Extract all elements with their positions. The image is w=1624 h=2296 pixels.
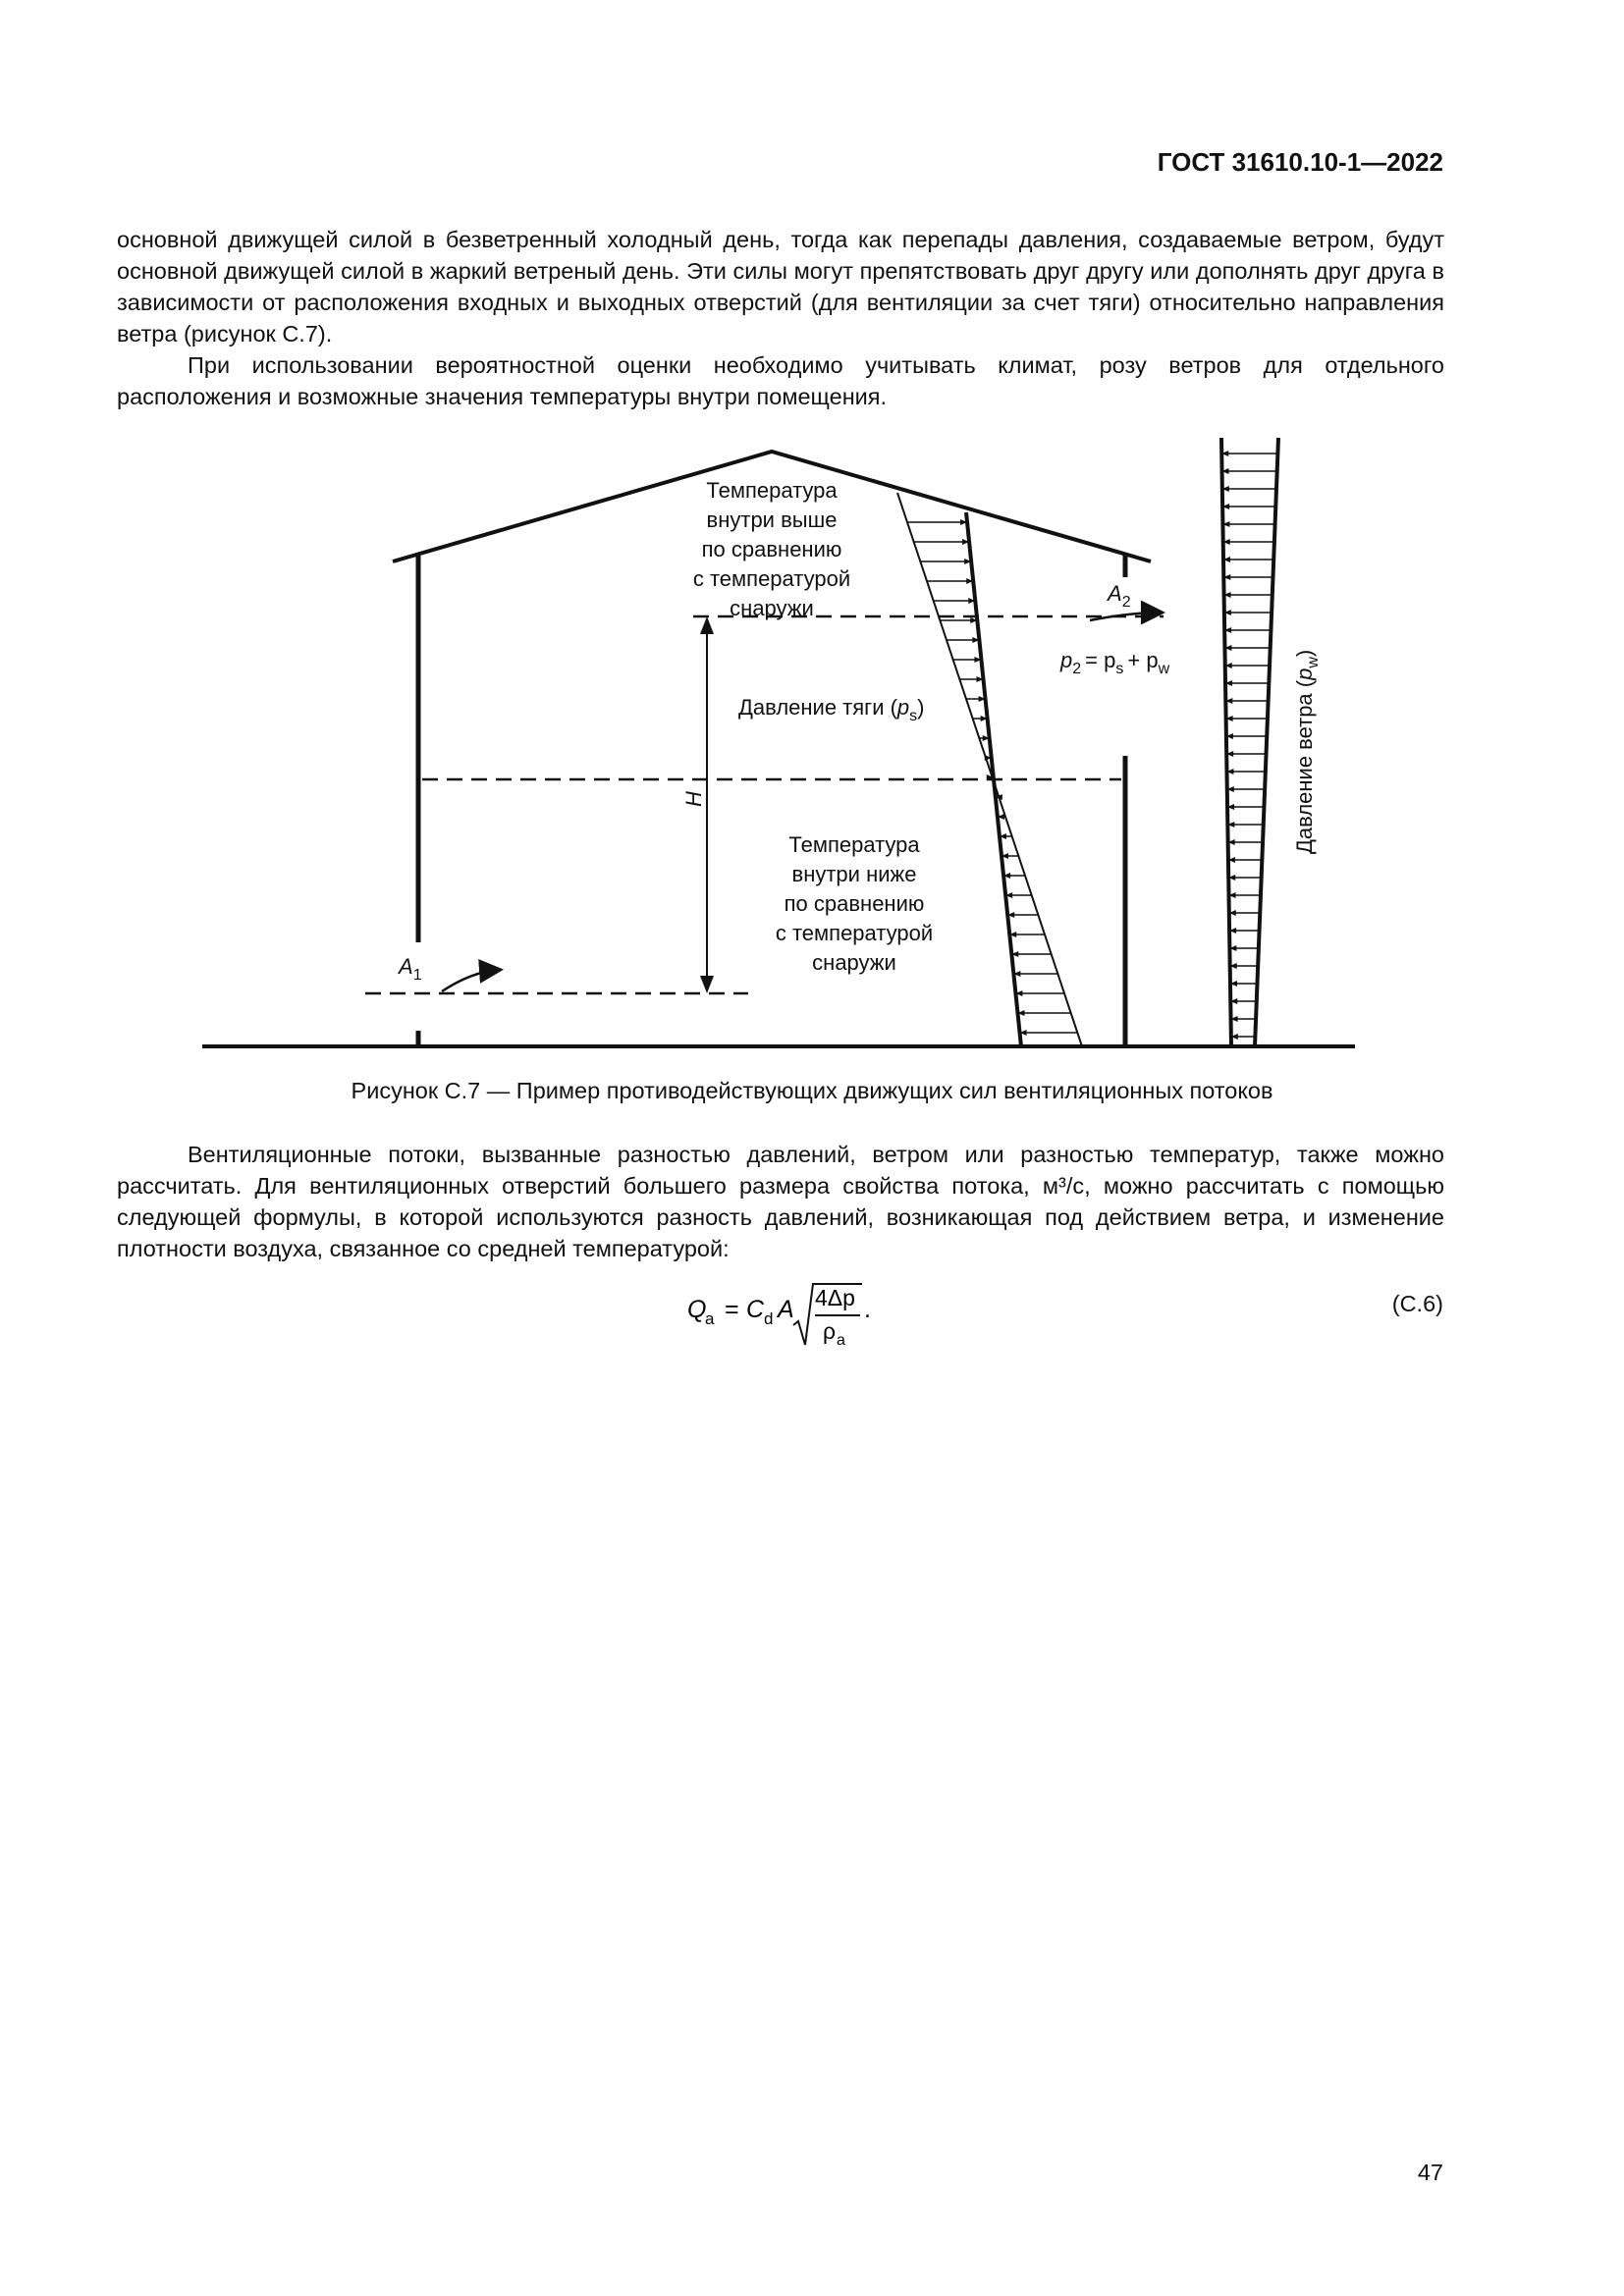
figure-c7 (0, 0, 1624, 1080)
p2-equation-label: $p_2 = p_s + p_w$ (1060, 648, 1170, 677)
svg-text:A: A (778, 1296, 794, 1323)
height-label: H (681, 791, 706, 807)
formula-c6 (687, 1276, 943, 1362)
svg-text:Температура: Температура (706, 478, 838, 503)
paragraph-2: При использовании вероятностной оценки необходимо учитывать климат, розу ветров для отдельного расположения и возможные значения температуры внутри помещения. (117, 352, 1444, 409)
paragraph-1: основной движущей силой в безветренный холодный день, тогда как перепады давления, создаваемые ветром, будут основной движущей силой в жаркий ветреный день. Эти силы могут препятствовать друг другу или дополнять друг друга в зависимости от расположения входных и выходных отверстий (для вентиляции за счет тяги) относительно направления ветра (рисунок С.7). (117, 227, 1444, 347)
svg-text:.: . (864, 1296, 871, 1323)
inflow-arrow (442, 970, 499, 991)
paragraph-3: Вентиляционные потоки, вызванные разностью давлений, ветром или разностью температур, также можно рассчитать. Для вентиляционных отверстий большего размера свойства потока, м³/с, можно рассчитать с помощью следующей формулы, в которой используются разность давлений, возникающая под действием ветра, и изменение плотности воздуха, связанное со средней температурой: (117, 1142, 1444, 1261)
svg-text:с температурой: с температурой (775, 921, 934, 945)
opening-2-label: $A_2$ (1108, 581, 1131, 611)
svg-text:по сравнению: по сравнению (701, 537, 842, 561)
stack-pressure-label: Давление тяги $(p_s)$ (738, 695, 925, 724)
equation-number: (С.6) (1391, 1291, 1443, 1316)
svg-text:внутри выше: внутри выше (706, 507, 838, 532)
svg-text:с температурой: с температурой (692, 566, 851, 591)
wind-pressure-label: Давление ветра $(p_w)$ (1292, 649, 1322, 854)
page-number: 47 (1417, 2160, 1443, 2185)
svg-text:по сравнению: по сравнению (784, 891, 925, 916)
svg-text:снаружи: снаружи (730, 596, 814, 620)
temp-lower-label (776, 832, 933, 975)
svg-text:Температура: Температура (788, 832, 920, 857)
svg-text:ρ: ρ (823, 1318, 837, 1344)
svg-text:Q: Q (687, 1296, 707, 1323)
formula-svg (687, 1276, 943, 1355)
svg-text:4Δp: 4Δp (815, 1285, 855, 1310)
svg-text:внутри ниже: внутри ниже (791, 862, 917, 886)
stack-pressure-diagonal (897, 493, 1082, 1046)
svg-text:C: C (746, 1296, 765, 1323)
svg-text:a: a (705, 1309, 715, 1328)
svg-text:a: a (837, 1332, 845, 1349)
wind-pressure-left (1221, 438, 1231, 1046)
svg-text:d: d (764, 1309, 774, 1328)
opening-1-label: $A_1$ (399, 954, 422, 984)
figure-caption: Рисунок С.7 — Пример противодействующих движущих сил вентиляционных потоков (351, 1078, 1273, 1103)
svg-text:=: = (725, 1296, 739, 1323)
wind-pressure-right (1255, 438, 1278, 1046)
temp-higher-label (693, 478, 850, 620)
document-header: ГОСТ 31610.10-1—2022 (1157, 147, 1443, 177)
svg-text:снаружи: снаружи (812, 950, 896, 975)
